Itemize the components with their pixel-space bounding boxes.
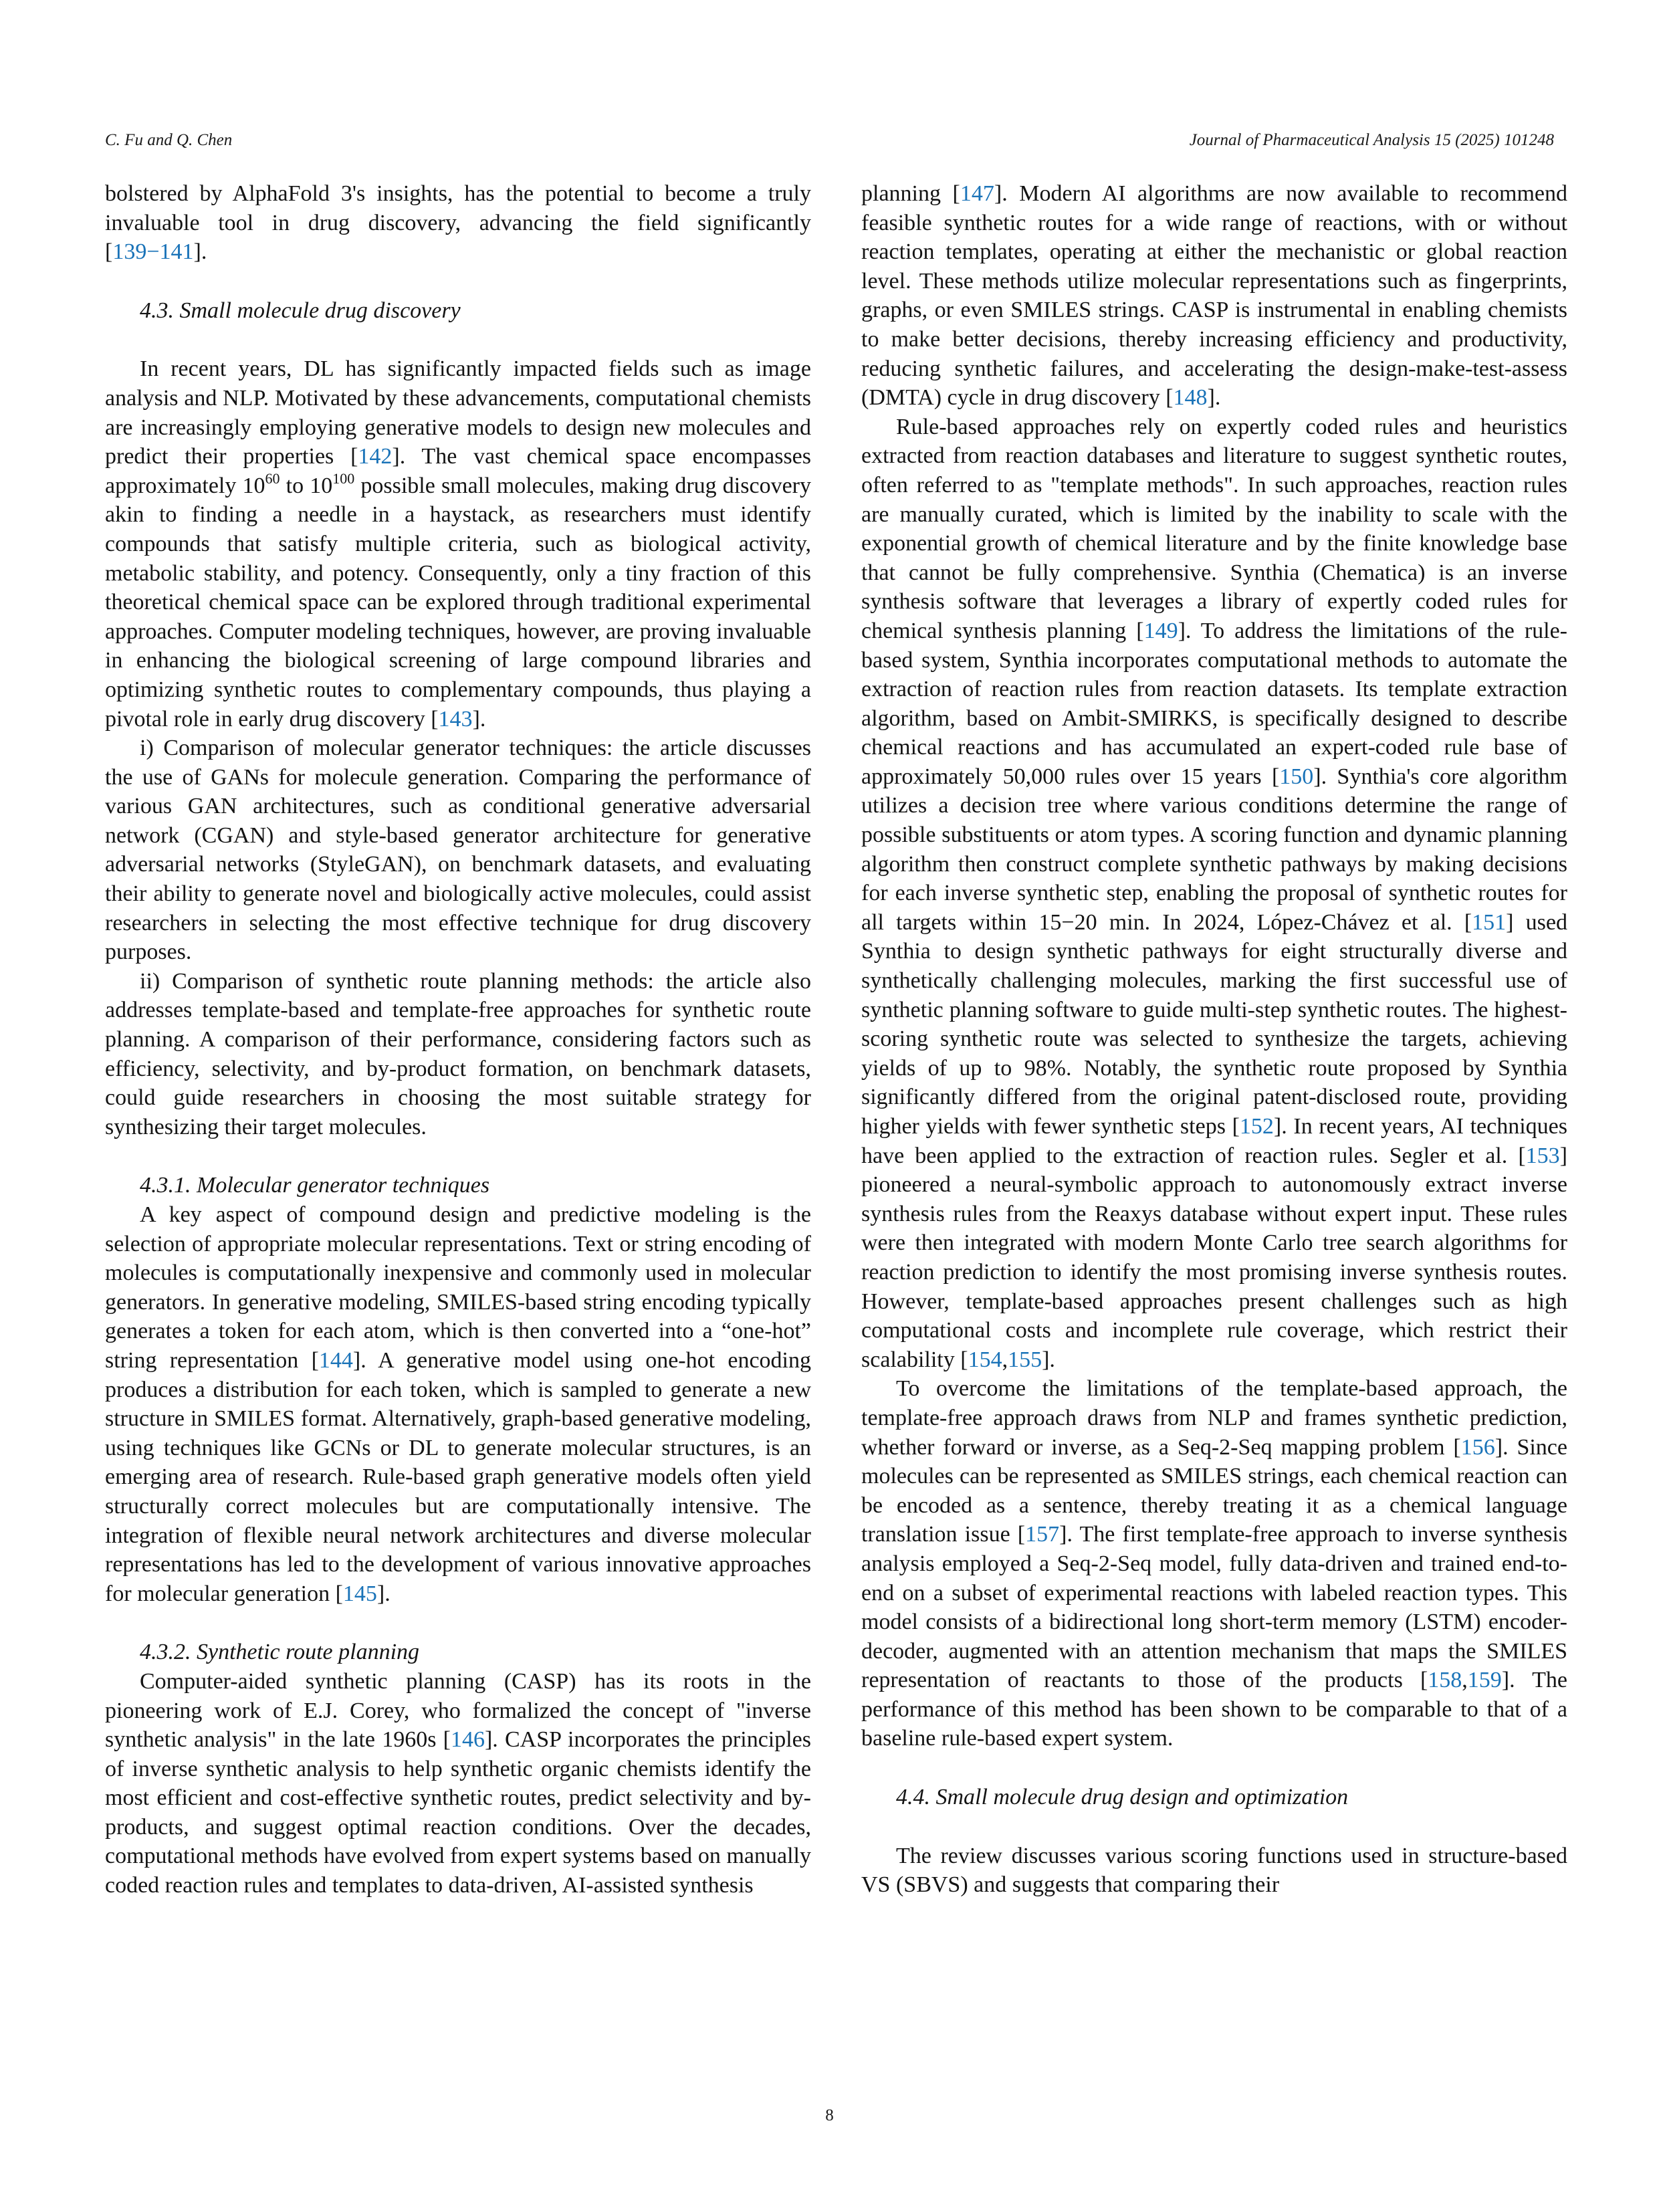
paragraph: Rule-based approaches rely on expertly coded rules and heuristics extracted from reaction databases and literature to suggest synthetic routes, often referred to as "template methods". In such approaches, reaction rules are manually curated, which is limited by the inability to scale with the exponential growth of chemical literature and by the finite knowledge base that cannot be fully comprehensive. Synthia (Chematica) is an inverse synthesis software that leverages a library of expertly coded rules for chemical synthesis planning [149]. To address the limitations of the rule-based system, Synthia incorporates computational methods to automate the extraction of reaction rules from reaction datasets. Its template extraction algorithm, based on Ambit-SMIRKS, is specifically designed to describe chemical reactions and has accumulated an expert-coded rule base of approximately 50,000 rules over 15 years [150]. Synthia's core algorithm utilizes a decision tree where various conditions determine the range of possible substituents or atom types. A scoring function and dynamic planning algorithm then construct complete synthetic pathways by making decisions for each inverse synthetic step, enabling the proposal of synthetic routes for all targets within 15−20 min. In 2024, López-Chávez et al. [151] used Synthia to design synthetic pathways for eight structurally diverse and synthetically challenging molecules, marking the first successful use of synthetic planning software to guide multi-step synthetic routes. The highest-scoring synthetic route was selected to synthesize the targets, achieving yields of up to 98%. Notably, the synthetic route proposed by Synthia significantly differed from the original patent-disclosed route, providing higher yields with fewer synthetic steps [152]. In recent years, AI techniques have been applied to the extraction of reaction rules. Segler et al. [153] pioneered a neural-symbolic approach to autonomously extract inverse synthesis rules from the Reaxys database without expert input. These rules were then integrated with modern Monte Carlo tree search algorithms for reaction prediction to identify the most promising inverse synthesis routes. However, template-based approaches present challenges such as high computational costs and incomplete rule coverage, which restrict their scalability [154,155].: [861, 414, 1568, 1372]
paragraph: A key aspect of compound design and predictive modeling is the selection of appropriate molecular representations. Text or string encoding of molecules is computationally inexpensive and commonly used in molecular generators. In generative modeling, SMILES-based string encoding typically generates a token for each atom, which is then converted into a “one-hot” string representation [144]. A generative model using one-hot encoding produces a distribution for each token, which is sampled to generate a new structure in SMILES format. Alternatively, graph-based generative modeling, using techniques like GCNs or DL to generate molecular structures, is an emerging area of research. Rule-based graph generative models often yield structurally correct molecules but are computationally intensive. The integration of flexible neural network architectures and diverse molecular representations has led to the development of various innovative approaches for molecular generation [145].: [105, 1202, 811, 1606]
header-journal: Journal of Pharmaceutical Analysis 15 (2025) 101248: [1189, 131, 1554, 149]
citation-link[interactable]: 146: [450, 1727, 485, 1753]
paragraph: Computer-aided synthetic planning (CASP) has its roots in the pioneering work of E.J. Corey, who formalized the concept of "inverse synthetic analysis" in the late 1960s [146]. CASP incorporates the principles of inverse synthetic analysis to help synthetic organic chemists identify the most efficient and cost-effective synthetic routes, predict selectivity and by-products, and suggest optimal reaction conditions. Over the decades, computational methods have evolved from expert systems based on manually coded reaction rules and templates to data-driven, AI-assisted synthesis: [105, 1668, 811, 1898]
subsection-heading-4-3-2: 4.3.2. Synthetic route planning: [140, 1640, 420, 1665]
citation-link[interactable]: 155: [1008, 1347, 1042, 1372]
left-column: [105, 179, 811, 1900]
citation-link[interactable]: 147: [960, 181, 994, 206]
citation-link[interactable]: 150: [1279, 764, 1314, 789]
citation-link[interactable]: 154: [968, 1347, 1002, 1372]
citation-link[interactable]: 142: [358, 444, 393, 469]
running-header: [105, 131, 1554, 158]
citation-link[interactable]: 158: [1428, 1668, 1462, 1693]
citation-link[interactable]: 151: [1472, 909, 1507, 935]
citation-link[interactable]: 152: [1239, 1114, 1274, 1139]
right-column: [861, 179, 1567, 1900]
citation-link[interactable]: 149: [1143, 618, 1178, 643]
section-heading-4-3: 4.3. Small molecule drug discovery: [140, 298, 461, 323]
citation-link[interactable]: 156: [1460, 1434, 1495, 1460]
paragraph: In recent years, DL has significantly impacted fields such as image analysis and NLP. Motivated by these advancements, computational chemists are increasingly employing generative models to design new molecules and predict their properties [142]. The vast chemical space encompasses approximately $10^{60}$ to $10^{100}$ possible small molecules, making drug discovery akin to finding a needle in a haystack, as researchers must identify compounds that satisfy multiple criteria, such as biological activity, metabolic stability, and potency. Consequently, only a tiny fraction of this theoretical chemical space can be explored through traditional experimental approaches. Computer modeling techniques, however, are proving invaluable in enhancing the biological screening of large compound libraries and optimizing synthetic routes to complementary compounds, thus playing a pivotal role in early drug discovery [143].: [105, 356, 811, 732]
section-heading-4-4: 4.4. Small molecule drug design and optimization: [896, 1785, 1349, 1810]
citation-link[interactable]: 153: [1525, 1143, 1560, 1168]
page-number: 8: [825, 2106, 834, 2124]
citation-link[interactable]: 143: [438, 706, 473, 732]
paragraph: To overcome the limitations of the template-based approach, the template-free approach draws from NLP and frames synthetic prediction, whether forward or inverse, as a Seq-2-Seq mapping problem [156]. Since molecules can be represented as SMILES strings, each chemical reaction can be encoded as a sentence, thereby treating it as a chemical language translation issue [157]. The first template-free approach to inverse synthesis analysis employed a Seq-2-Seq model, fully data-driven and trained end-to-end on a subset of experimental reactions with labeled reaction types. This model consists of a bidirectional long short-term memory (LSTM) encoder-decoder, augmented with an attention mechanism that maps the SMILES representation of reactants to those of the products [158,159]. The performance of this method has been shown to be comparable to that of a baseline rule-based expert system.: [861, 1376, 1568, 1751]
citation-link[interactable]: 139−141: [112, 239, 194, 265]
paragraph: The review discusses various scoring functions used in structure-based VS (SBVS) and suggests that comparing their: [861, 1843, 1567, 1898]
paragraph: ii) Comparison of synthetic route planning methods: the article also addresses template-based and template-free approaches for synthetic route planning. A comparison of their performance, considering factors such as efficiency, selectivity, and by-product formation, on benchmark datasets, could guide researchers in choosing the most suitable strategy for synthesizing their target molecules.: [105, 968, 811, 1139]
subsection-heading-4-3-1: 4.3.1. Molecular generator techniques: [140, 1173, 490, 1198]
citation-link[interactable]: 144: [318, 1347, 353, 1373]
citation-link[interactable]: 157: [1025, 1522, 1060, 1547]
header-authors: C. Fu and Q. Chen: [105, 131, 233, 149]
citation-link[interactable]: 145: [342, 1581, 377, 1606]
paragraph: planning [147]. Modern AI algorithms are now available to recommend feasible synthetic routes for a wide range of reactions, with or without reaction templates, operating at either the mechanistic or global reaction level. These methods utilize molecular representations such as fingerprints, graphs, or even SMILES strings. CASP is instrumental in enabling chemists to make better decisions, thereby increasing efficiency and productivity, reducing synthetic failures, and accelerating the design-make-test-assess (DMTA) cycle in drug discovery [148].: [861, 181, 1567, 411]
citation-link[interactable]: 148: [1173, 385, 1208, 411]
paragraph: i) Comparison of molecular generator techniques: the article discusses the use of GANs for molecule generation. Comparing the performance of various GAN architectures, such as conditional generative adversarial network (CGAN) and style-based generator architecture for generative adversarial networks (StyleGAN), on benchmark datasets, and evaluating their ability to generate novel and biologically active molecules, could assist researchers in selecting the most effective technique for drug discovery purposes.: [105, 736, 811, 965]
citation-link[interactable]: 159: [1467, 1668, 1502, 1693]
paragraph: bolstered by AlphaFold 3's insights, has the potential to become a truly invaluable tool in drug discovery, advancing the field significantly [139−141].: [105, 181, 811, 265]
